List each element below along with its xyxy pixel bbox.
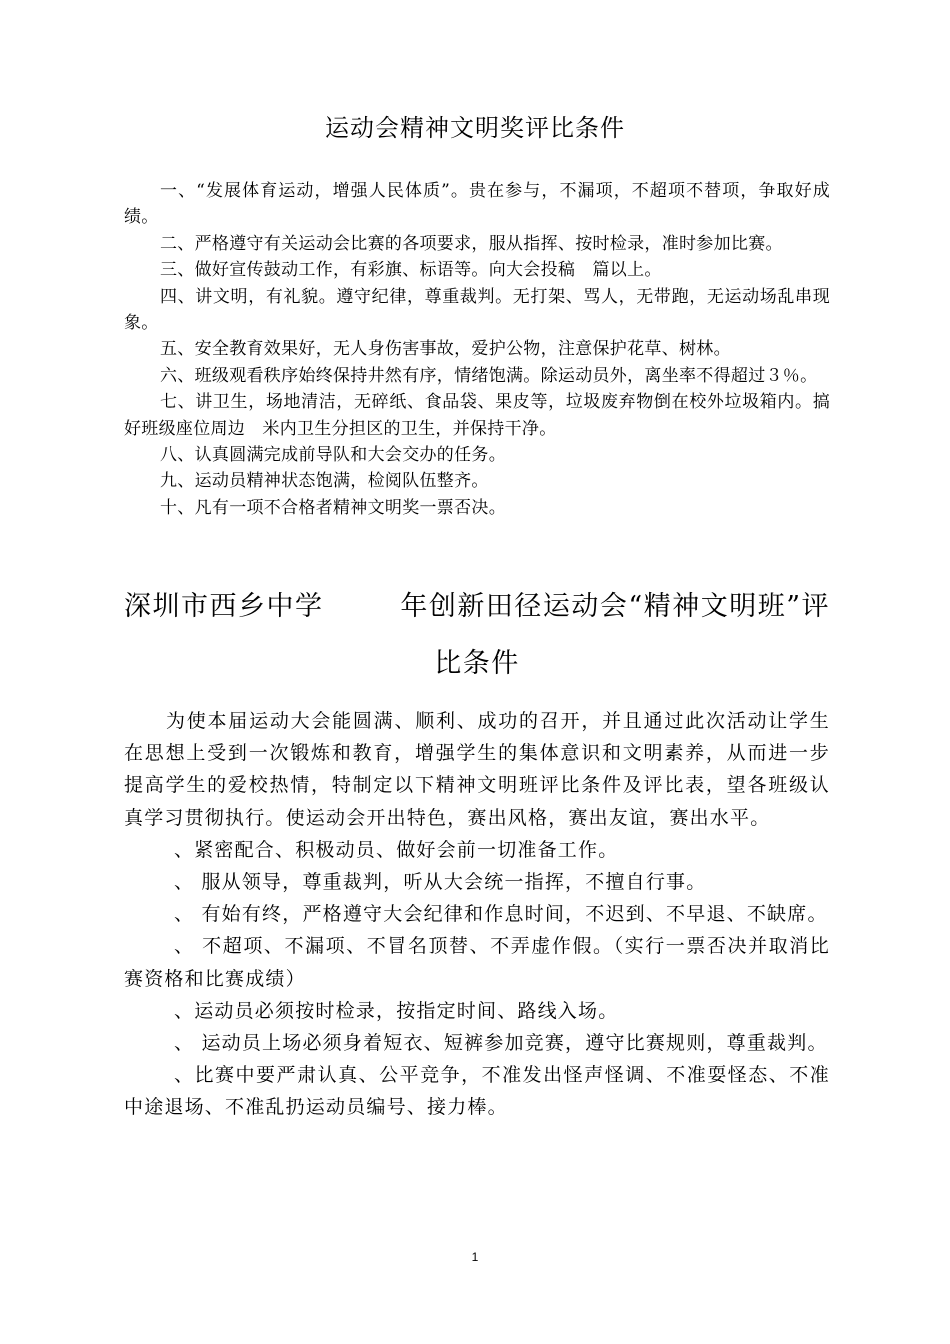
section2-item-7: 、比赛中要严肃认真、公平竞争，不准发出怪声怪调、不准耍怪态、不准中途退场、不准乱扔运动员编号、接力棒。 [124,1064,830,1119]
section2-item-3: 、 有始有终，严格遵守大会纪律和作息时间，不迟到、不早退、不缺席。 [174,903,828,926]
section2-item-5: 、运动员必须按时检录，按指定时间、路线入场。 [174,999,619,1022]
section2-body [124,705,830,1124]
section1-item-8: 八、认真圆满完成前导队和大会交办的任务。 [160,445,506,466]
section1-item-10: 十、凡有一项不合格者精神文明奖一票否决。 [160,497,506,518]
page-number: 1 [471,1250,479,1264]
section1-item-2: 二、严格遵守有关运动会比赛的各项要求，服从指挥、按时检录，准时参加比赛。 [160,233,783,254]
section1-item-5: 五、安全教育效果好，无人身伤害事故，爱护公物，注意保护花草、树林。 [160,339,731,360]
section2-title-line2: 比条件 [434,648,520,679]
section1-item-4: 四、讲文明，有礼貌。遵守纪律，尊重裁判。无打架、骂人，无带跑，无运动场乱串现象。 [124,286,830,334]
section2-item-4: 、 不超项、不漏项、不冒名顶替、不弄虚作假。（实行一票否决并取消比赛资格和比赛成绩） [124,935,830,990]
section2-item-2: 、 服从领导，尊重裁判，听从大会统一指挥，不擅自行事。 [174,871,707,894]
section1-item-3: 三、做好宣传鼓动工作，有彩旗、标语等。向大会投稿 篇以上。 [160,260,662,281]
section1-item-7: 七、讲卫生，场地清洁，无碎纸、食品袋、果皮等，垃圾废弃物倒在校外垃圾箱内。搞好班级座位周边 米内卫生分担区的卫生，并保持干净。 [124,392,830,439]
section2-title-school: 深圳市西乡中学 [124,591,324,622]
section2-title [124,578,830,692]
section1-item-6: 六、班级观看秩序始终保持井然有序，情绪饱满。除运动员外，离坐率不得超过３％。 [160,365,818,386]
section2-intro: 为使本届运动大会能圆满、顺利、成功的召开，并且通过此次活动让学生在思想上受到一次锻炼和教育，增强学生的集体意识和文明素养，从而进一步提高学生的爱校热情，特制定以下精神文明班评比条件及评比表，望各班级认真学习贯彻执行。使运动会开出特色，赛出风格，赛出友谊，赛出水平。 [124,710,830,829]
section2-item-6: 、 运动员上场必须身着短衣、短裤参加竞赛，遵守比赛规则，尊重裁判。 [174,1032,828,1055]
section2-title-event: 年创新田径运动会“精神文明班”评 [400,591,830,622]
section1-criteria-list [124,178,830,521]
section2-item-1: 、紧密配合、积极动员、做好会前一切准备工作。 [174,838,619,861]
section1-item-9: 九、运动员精神状态饱满，检阅队伍整齐。 [160,471,489,492]
section2-title-line1 [124,578,830,635]
section1-title: 运动会精神文明奖评比条件 [325,114,625,142]
section1-item-1: 一、“发展体育运动，增强人民体质”。贵在参与，不漏项，不超项不替项，争取好成绩。 [124,181,830,228]
